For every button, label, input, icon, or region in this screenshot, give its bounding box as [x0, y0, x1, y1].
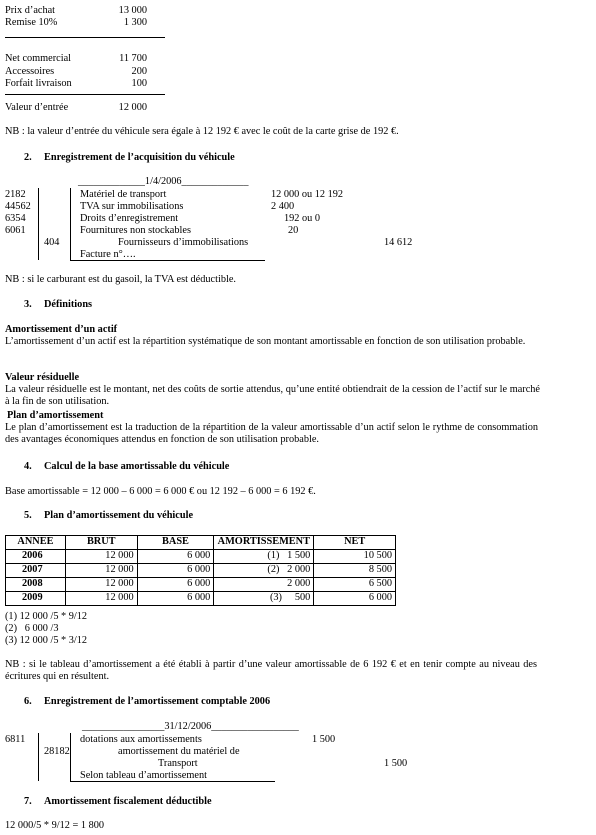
header-amortissement: AMORTISSEMENT: [214, 536, 314, 550]
def-valeur-residuelle-title: Valeur résiduelle: [5, 372, 80, 383]
section-2-title: Enregistrement de l’acquisition du véhicule: [44, 152, 235, 163]
section-2-number: 2.: [24, 152, 32, 163]
journal-debit-2182: 12 000 ou 12 192: [271, 189, 344, 200]
journal-credit-amount-404: 14 612: [384, 237, 413, 248]
def-amortissement-text: L’amortissement d’un actif est la répartition systématique de son montant amortissable en fonction de son utilisation probable.: [5, 336, 526, 347]
section-3-title: Définitions: [44, 299, 93, 310]
valeur-entree-value: 12 000: [118, 102, 147, 113]
cell-amort: (2) 2 000: [214, 564, 314, 578]
cell-base: 6 000: [137, 550, 214, 564]
amortization-table: [5, 535, 396, 606]
journal2-credit-label-1: amortissement du matériel de: [118, 746, 240, 757]
accessoires-label: Accessoires: [5, 66, 55, 77]
footnote-3: (3) 12 000 /5 * 3/12: [5, 635, 88, 646]
journal-credit-account-404: 404: [44, 237, 60, 248]
cell-net: 6 500: [314, 578, 396, 592]
note-gasoil: NB : si le carburant est du gasoil, la TVA est déductible.: [5, 274, 236, 285]
valeur-entree-label: Valeur d’entrée: [5, 102, 69, 113]
cell-year: 2008: [6, 578, 66, 592]
journal-debit-6354: 192 ou 0: [284, 213, 321, 224]
def-plan-title: Plan d’amortissement: [7, 410, 104, 421]
fiscal-calc-text: 12 000/5 * 9/12 = 1 800: [5, 820, 105, 831]
header-annee: ANNEE: [6, 536, 66, 550]
remise-label: Remise 10%: [5, 17, 58, 28]
table-row: [6, 592, 396, 606]
journal2-credit-account: 28182: [44, 746, 70, 757]
journal-account-6061: 6061: [5, 225, 26, 236]
header-brut: BRUT: [65, 536, 137, 550]
journal-label-44562: TVA sur immobilisations: [80, 201, 184, 212]
def-valeur-residuelle-text: La valeur résiduelle est le montant, net des coûts de sortie attendus, qu’une entité obtiendrait de la cession de l’actif sur le marché à la fin de son utilisation.: [5, 384, 540, 408]
journal-label-6354: Droits d’enregistrement: [80, 213, 179, 224]
cell-base: 6 000: [137, 564, 214, 578]
cell-year: 2007: [6, 564, 66, 578]
journal-debit-44562: 2 400: [271, 201, 295, 212]
table-row: [6, 550, 396, 564]
journal-date-line: _____________1/4/2006_____________: [78, 176, 249, 187]
forfait-value: 100: [131, 78, 147, 89]
table-header-row: [6, 536, 396, 550]
section-4-number: 4.: [24, 461, 32, 472]
section-5-title: Plan d’amortissement du véhicule: [44, 510, 194, 521]
cell-brut: 12 000: [65, 564, 137, 578]
section-5-number: 5.: [24, 510, 32, 521]
journal-facture: Facture n°….: [80, 249, 136, 260]
table-row: [6, 578, 396, 592]
section-3-number: 3.: [24, 299, 32, 310]
base-amortissable-text: Base amortissable = 12 000 – 6 000 = 6 000 € ou 12 192 – 6 000 = 6 192 €.: [5, 486, 316, 497]
section-6-title: Enregistrement de l’amortissement comptable 2006: [44, 696, 271, 707]
journal2-rule-2: [70, 733, 71, 781]
cell-base: 6 000: [137, 578, 214, 592]
cell-base: 6 000: [137, 592, 214, 606]
journal-account-44562: 44562: [5, 201, 31, 212]
cell-net: 10 500: [314, 550, 396, 564]
header-net: NET: [314, 536, 396, 550]
journal2-rule-1: [38, 733, 39, 781]
net-commercial-label: Net commercial: [5, 53, 72, 64]
journal2-libelle: Selon tableau d’amortissement: [80, 770, 207, 781]
journal2-credit-label-2: Transport: [158, 758, 198, 769]
journal-debit-6061: 20: [288, 225, 299, 236]
cell-brut: 12 000: [65, 578, 137, 592]
def-plan-text: Le plan d’amortissement est la traduction de la répartition de la valeur amortissable d’un actif selon le rythme de consommation des avantages économiques attendus en fonction de son utilisation probable.: [5, 422, 538, 446]
forfait-label: Forfait livraison: [5, 78, 72, 89]
journal-rule-2: [70, 188, 71, 260]
journal-bottom-rule: [70, 260, 265, 261]
net-commercial-value: 11 700: [119, 53, 147, 64]
section-7-title: Amortissement fiscalement déductible: [44, 796, 212, 807]
cell-brut: 12 000: [65, 592, 137, 606]
note-valeur-6192: NB : si le tableau d’amortissement a été établi à partir d’une valeur amortissable de 6 192 € et en tenir compte au niveau des écritures qui en résultent.: [5, 659, 537, 683]
remise-value: 1 300: [123, 17, 147, 28]
prix-achat-label: Prix d’achat: [5, 5, 56, 16]
cell-amort: 2 000: [214, 578, 314, 592]
journal-credit-label-404: Fournisseurs d’immobilisations: [118, 237, 249, 248]
footnote-2: (2) 6 000 /3: [5, 623, 59, 634]
cell-amort: (1) 1 500: [214, 550, 314, 564]
def-amortissement-title: Amortissement d’un actif: [5, 324, 118, 335]
cell-amort: (3) 500: [214, 592, 314, 606]
footnote-1: (1) 12 000 /5 * 9/12: [5, 611, 88, 622]
table-row: [6, 564, 396, 578]
journal2-bottom-rule: [70, 781, 275, 782]
section-4-title: Calcul de la base amortissable du véhicule: [44, 461, 230, 472]
journal2-debit-amount: 1 500: [312, 734, 336, 745]
journal-label-6061: Fournitures non stockables: [80, 225, 191, 236]
cost-divider-2: [5, 94, 165, 95]
journal2-date-line: ________________31/12/2006_________________: [82, 721, 299, 732]
section-6-number: 6.: [24, 696, 32, 707]
cell-year: 2009: [6, 592, 66, 606]
journal-account-6354: 6354: [5, 213, 26, 224]
section-7-number: 7.: [24, 796, 32, 807]
cell-net: 6 000: [314, 592, 396, 606]
note-carte-grise: NB : la valeur d’entrée du véhicule sera égale à 12 192 € avec le coût de la carte grise de 192 €.: [5, 126, 399, 137]
accessoires-value: 200: [131, 66, 147, 77]
cell-brut: 12 000: [65, 550, 137, 564]
header-base: BASE: [137, 536, 214, 550]
prix-achat-value: 13 000: [118, 5, 147, 16]
cost-divider-1: [5, 37, 165, 38]
cell-year: 2006: [6, 550, 66, 564]
journal2-debit-account: 6811: [5, 734, 26, 745]
journal2-debit-label: dotations aux amortissements: [80, 734, 202, 745]
journal2-credit-amount: 1 500: [384, 758, 408, 769]
journal-account-2182: 2182: [5, 189, 26, 200]
journal-rule-1: [38, 188, 39, 260]
cell-net: 8 500: [314, 564, 396, 578]
journal-label-2182: Matériel de transport: [80, 189, 167, 200]
